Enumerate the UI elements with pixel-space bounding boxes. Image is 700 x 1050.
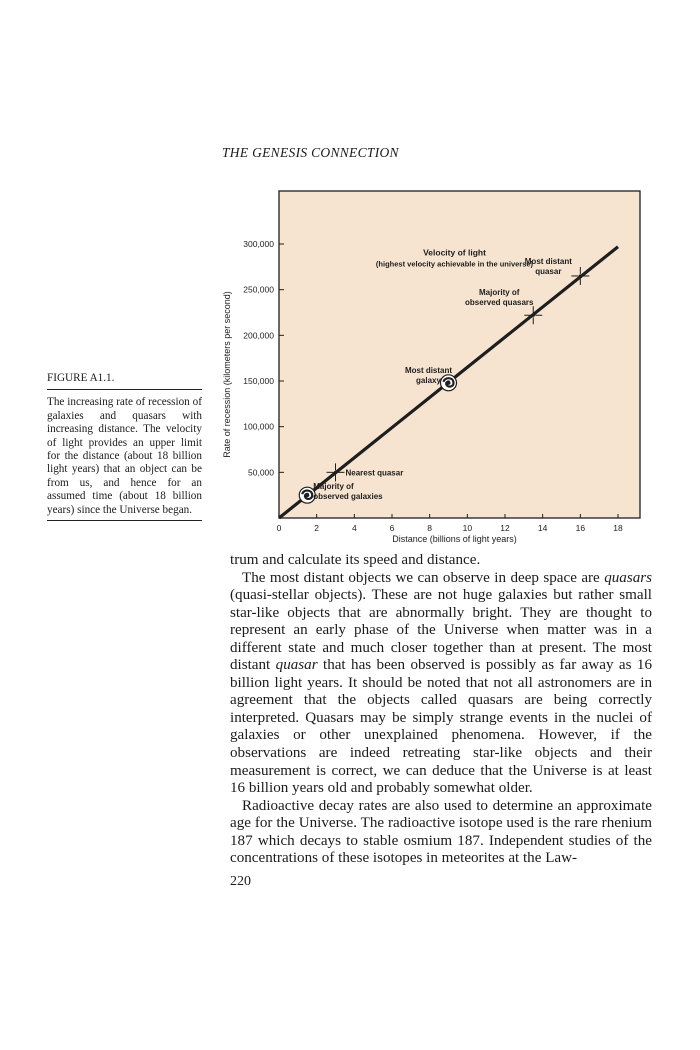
- text-run: (quasi-stellar objects). These are not huge galaxies but rather small star-like objects that are abnormally bright. They are thought to represent an early phase of the Universe when matter was in a different state and much closer together than at present. The most distant: [230, 587, 652, 674]
- body-paragraph: [230, 570, 652, 798]
- body-paragraph: [230, 798, 652, 868]
- point-label-line: Majority of: [313, 482, 354, 492]
- x-tick-label: 10: [462, 523, 473, 533]
- x-axis-label: Distance (billions of light years): [392, 534, 517, 544]
- chart-annotation: Velocity of light: [423, 247, 486, 258]
- text-run: The most distant objects we can observe in deep space are: [242, 569, 605, 586]
- body-paragraph: [230, 552, 652, 570]
- x-tick-label: 18: [613, 523, 623, 533]
- text-run: trum and calculate its speed and distance.: [230, 552, 481, 568]
- point-label-line: observed galaxies: [313, 492, 383, 502]
- figure-caption: [47, 372, 202, 521]
- x-tick-label: 16: [575, 523, 586, 533]
- galaxy-icon: [441, 375, 457, 391]
- x-tick-label: 4: [351, 523, 357, 533]
- point-label-line: Most distant: [404, 365, 453, 375]
- point-label: [346, 468, 404, 477]
- italic-term: quasar: [275, 657, 318, 674]
- y-tick-label: 100,000: [243, 421, 274, 432]
- recession-chart: [216, 183, 656, 551]
- crosshair-dot: [532, 314, 535, 317]
- x-tick-label: 6: [389, 523, 395, 533]
- y-tick-label: 50,000: [248, 467, 274, 478]
- plot-area: [279, 191, 640, 518]
- y-axis-label: Rate of recession (kilometers per second): [222, 291, 232, 458]
- crosshair-dot: [579, 274, 582, 277]
- point-label-line: Majority of: [479, 288, 520, 298]
- x-tick-label: 8: [427, 523, 433, 533]
- x-tick-label: 2: [314, 523, 320, 533]
- text-run: that has been observed is possibly as far away as 16 billion light years. It should be noted that not all astronomers are in agreement that the objects called quasars are being correctly interpreted. Quasars may be simply strange events in the nuclei of galaxies or other unexplained phenomena. However, if the observations are indeed retreating star-like objects and their measurement is correct, we can deduce that the Universe is at least 16 billion years old and probably somewhat older.: [230, 657, 652, 797]
- x-tick-label: 12: [500, 523, 510, 533]
- figure-label: FIGURE A1.1.: [47, 372, 115, 384]
- y-tick-label: 150,000: [243, 376, 274, 386]
- y-tick-label: 250,000: [243, 284, 274, 295]
- body-text: [230, 552, 652, 868]
- galaxy-core: [447, 381, 451, 385]
- caption-text: The increasing rate of recession of galaxies and quasars with increasing distance. The velocity of light provides an upper limit for the distance (about 18 billion light years) that an object can be from us, and hence for an assumed time (about 18 billion years) since the Universe began.: [47, 396, 202, 516]
- point-label-line: observed quasars: [465, 298, 534, 308]
- caption-bottom-rule: [47, 520, 202, 521]
- point-label-line: quasar: [535, 266, 562, 276]
- y-tick-label: 300,000: [243, 239, 274, 249]
- galaxy-core: [305, 493, 309, 497]
- page-number: 220: [230, 874, 251, 889]
- crosshair-dot: [334, 471, 337, 474]
- running-head: THE GENESIS CONNECTION: [222, 145, 399, 160]
- point-label-line: Most distant: [524, 256, 572, 266]
- italic-term: quasars: [604, 569, 652, 586]
- text-run: Radioactive decay rates are also used to determine an approximate age for the Universe. The radioactive isotope used is the rare rhenium 187 which decays to stable osmium 187. Independent studies of the concentrations of these isotopes in meteorites at the Law-: [230, 797, 652, 867]
- x-tick-label: 14: [537, 523, 548, 533]
- point-label-line: galaxy: [416, 375, 441, 385]
- point-label-line: Nearest quasar: [345, 468, 404, 478]
- y-tick-label: 200,000: [243, 330, 274, 341]
- y-axis-label-group: [222, 291, 232, 458]
- x-tick-label: 0: [276, 523, 282, 533]
- chart-annotation: (highest velocity achievable in the universe): [375, 259, 534, 269]
